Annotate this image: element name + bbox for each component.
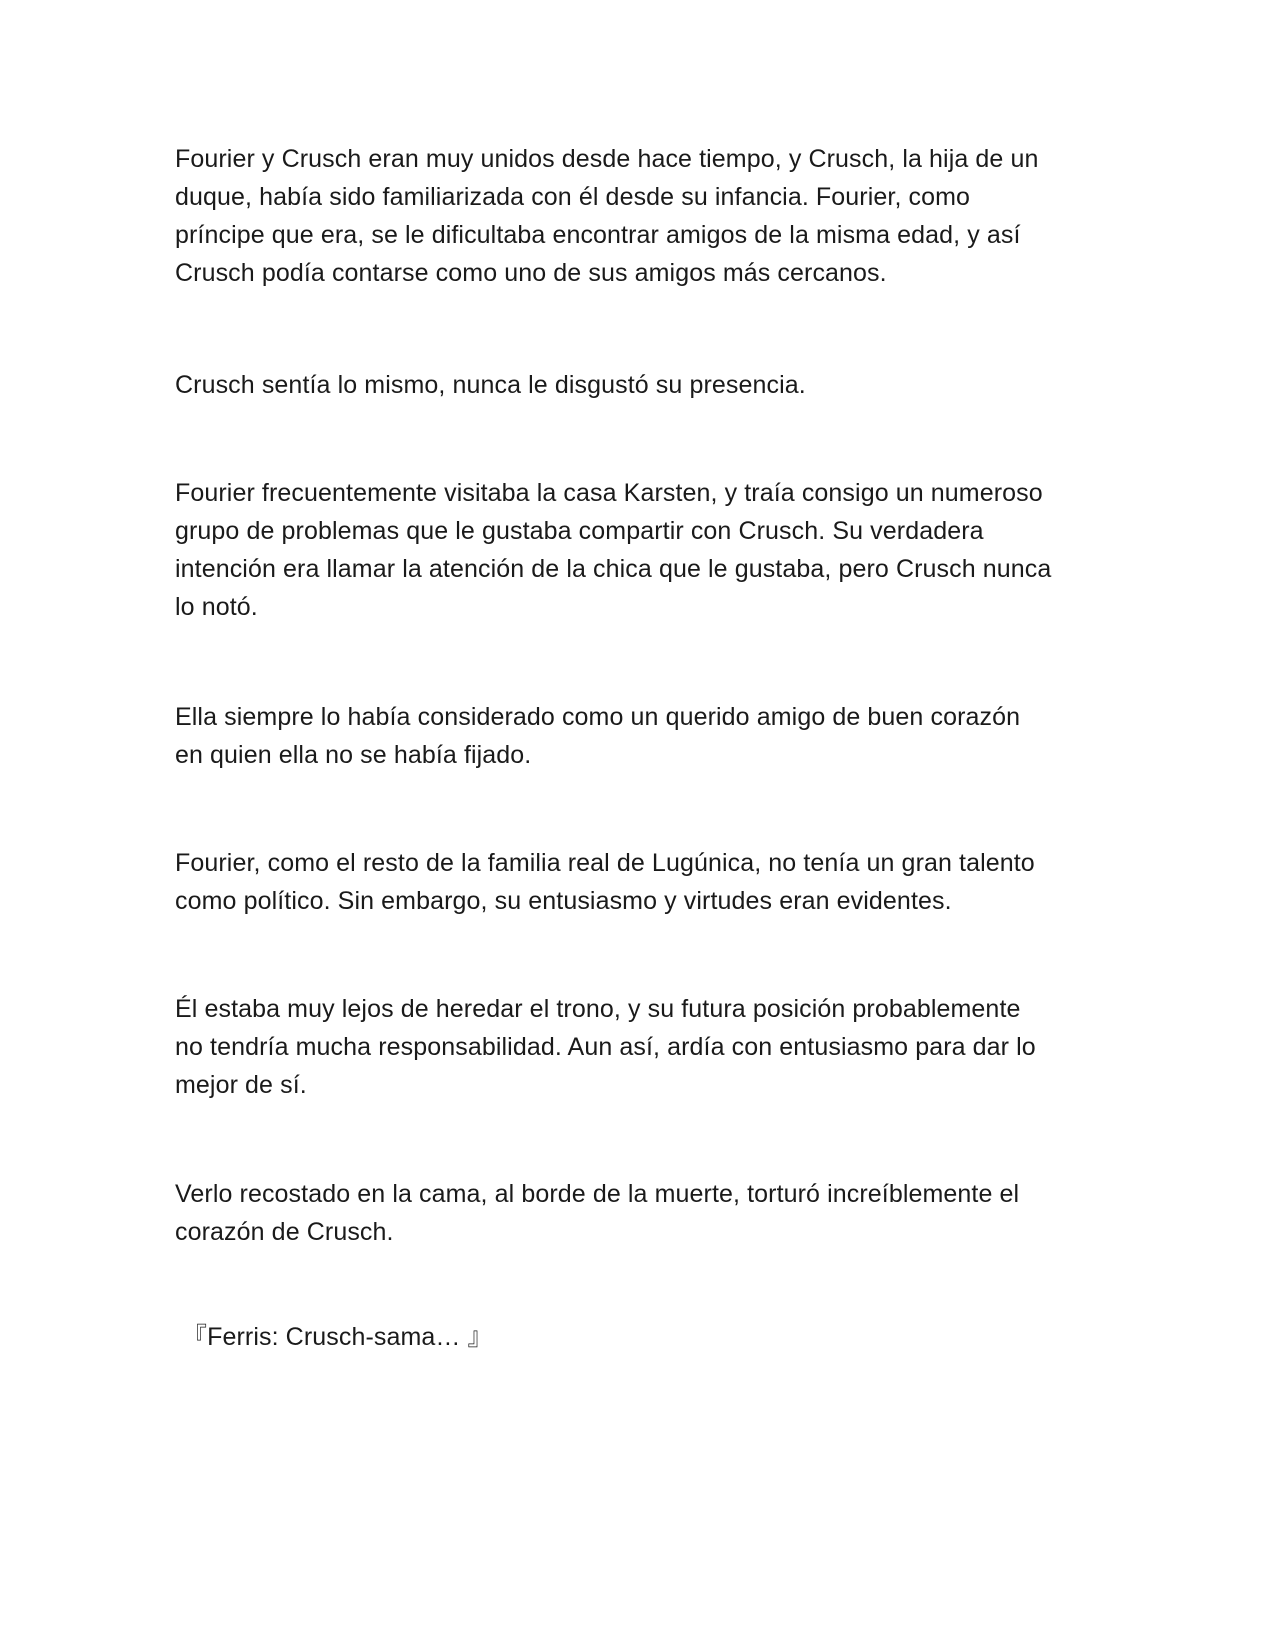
paragraph-2	[175, 366, 1095, 404]
paragraph-3	[175, 474, 1095, 626]
paragraph-5	[175, 844, 1095, 920]
paragraph-line: lo notó.	[175, 593, 258, 621]
paragraph-line: corazón de Crusch.	[175, 1218, 394, 1246]
paragraph-line: como político. Sin embargo, su entusiasmo y virtudes eran evidentes.	[175, 887, 952, 915]
paragraph-6	[175, 990, 1095, 1104]
paragraph-line: grupo de problemas que le gustaba compartir con Crusch. Su verdadera	[175, 517, 984, 545]
paragraph-line: príncipe que era, se le dificultaba encontrar amigos de la misma edad, y así	[175, 221, 1021, 249]
paragraph-line: duque, había sido familiarizada con él desde su infancia. Fourier, como	[175, 183, 971, 211]
paragraph-line: Crusch sentía lo mismo, nunca le disgustó su presencia.	[175, 371, 806, 399]
paragraph-line: Ella siempre lo había considerado como un querido amigo de buen corazón	[175, 703, 1021, 731]
paragraph-7	[175, 1175, 1095, 1251]
paragraph-1	[175, 140, 1095, 292]
paragraph-line: Crusch podía contarse como uno de sus amigos más cercanos.	[175, 259, 887, 287]
paragraph-line: 『Ferris: Crusch-sama… 』	[182, 1323, 493, 1351]
paragraph-line: Fourier frecuentemente visitaba la casa Karsten, y traía consigo un numeroso	[175, 479, 1043, 507]
paragraph-line: en quien ella no se había fijado.	[175, 741, 532, 769]
paragraph-line: no tendría mucha responsabilidad. Aun así, ardía con entusiasmo para dar lo	[175, 1033, 1036, 1061]
paragraph-4	[175, 698, 1095, 774]
paragraph-line: Fourier y Crusch eran muy unidos desde hace tiempo, y Crusch, la hija de un	[175, 145, 1039, 173]
paragraph-line: intención era llamar la atención de la chica que le gustaba, pero Crusch nunca	[175, 555, 1052, 583]
paragraph-line: mejor de sí.	[175, 1071, 307, 1099]
dialogue-line	[182, 1318, 1102, 1356]
paragraph-line: Verlo recostado en la cama, al borde de la muerte, torturó increíblemente el	[175, 1180, 1020, 1208]
paragraph-line: Él estaba muy lejos de heredar el trono, y su futura posición probablemente	[175, 995, 1021, 1023]
paragraph-line: Fourier, como el resto de la familia real de Lugúnica, no tenía un gran talento	[175, 849, 1035, 877]
